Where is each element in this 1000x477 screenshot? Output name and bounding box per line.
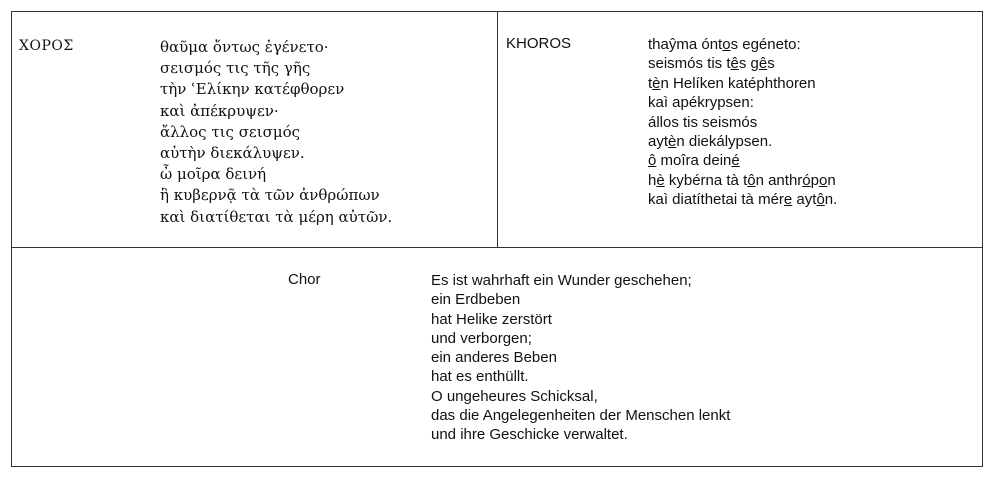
text-segment: kaì apékrypsen: [648,94,754,112]
greek-line: καὶ ἀπέκρυψεν· [160,101,279,120]
text-segment: ayt [648,133,669,151]
text-segment: seismós tis t [648,55,731,73]
text-segment: h [648,171,657,189]
text-segment: n anthr [755,171,803,189]
transliteration-line [648,190,837,209]
transliteration-line [648,113,837,132]
underlined-vowel: e [783,191,793,209]
text-segment: állos tis seismós [648,113,758,131]
text-segment: ayt [792,191,817,209]
transliteration-speaker-label: KHOROS [506,35,572,52]
transliteration-line [648,74,837,93]
underlined-vowel: o [722,36,731,53]
underlined-vowel: o [818,171,828,189]
german-line: ein Erdbeben [431,291,521,309]
underlined-vowel: è [656,171,665,189]
text-segment: t [648,74,653,92]
transliteration-line [648,35,837,54]
german-line: O ungeheures Schicksal, [431,387,598,405]
column-divider [497,11,498,247]
transliteration-line [648,93,837,112]
text-segment: kybérna tà t [664,171,748,189]
text-segment: moîra dein [656,152,732,170]
german-verse [431,271,730,445]
text-segment: kaì diatíthetai tà mér [648,191,784,209]
underlined-vowel: ô [747,171,756,189]
greek-line: θαῦμα ὄντως ἐγένετο· [160,38,329,56]
german-line: hat Helike zerstört [431,310,552,328]
transliteration-line [648,171,837,190]
row-divider [11,247,983,248]
underlined-vowel: ê [758,55,768,73]
greek-line: ὦ μοῖρα δεινή [160,165,267,184]
german-line: Es ist wahrhaft ein Wunder geschehen; [431,272,692,289]
german-line: ein anderes Beben [431,349,557,367]
greek-line: ἄλλος τις σεισμός [160,122,301,141]
underlined-vowel: è [652,74,661,92]
text-segment: p [810,171,819,189]
greek-speaker-label: ΧΟΡΟΣ [19,38,74,54]
underlined-vowel: ô [648,152,657,170]
text-segment: s [767,55,775,73]
german-line: und verborgen; [431,329,532,347]
german-speaker-label: Chor [288,271,321,288]
transliteration-line [648,54,837,73]
german-line: das die Angelegenheiten der Menschen lenkt [431,407,731,425]
greek-verse [160,37,392,228]
greek-line: τὴν ʿΕλίκην κατέφθορεν [160,80,345,99]
transliteration-verse [648,35,837,210]
text-segment: n diekálypsen. [676,133,773,151]
greek-line: καὶ διατίθεται τὰ μέρη αὐτῶν. [160,207,393,226]
transliteration-line [648,151,837,170]
german-line: und ihre Geschicke verwaltet. [431,426,628,444]
text-segment: n. [824,191,838,209]
text-segment: n Helíken katéphthoren [660,74,816,92]
text-segment: thaŷma ónt [648,36,723,53]
underlined-vowel: ó [802,171,811,189]
underlined-vowel: è [668,133,677,151]
german-line: hat es enthüllt. [431,368,529,386]
transliteration-line [648,132,837,151]
underlined-vowel: ô [816,191,825,209]
greek-line: ἣ κυβερνᾷ τὰ τῶν ἀνθρώπων [160,186,380,205]
underlined-vowel: ê [730,55,739,73]
text-segment: s g [738,55,759,73]
text-segment: n [827,171,836,189]
greek-line: αὐτὴν διεκάλυψεν. [160,144,305,163]
text-segment: s egéneto: [730,36,801,53]
greek-line: σεισμός τις τῆς γῆς [160,59,311,78]
underlined-vowel: é [731,152,740,170]
